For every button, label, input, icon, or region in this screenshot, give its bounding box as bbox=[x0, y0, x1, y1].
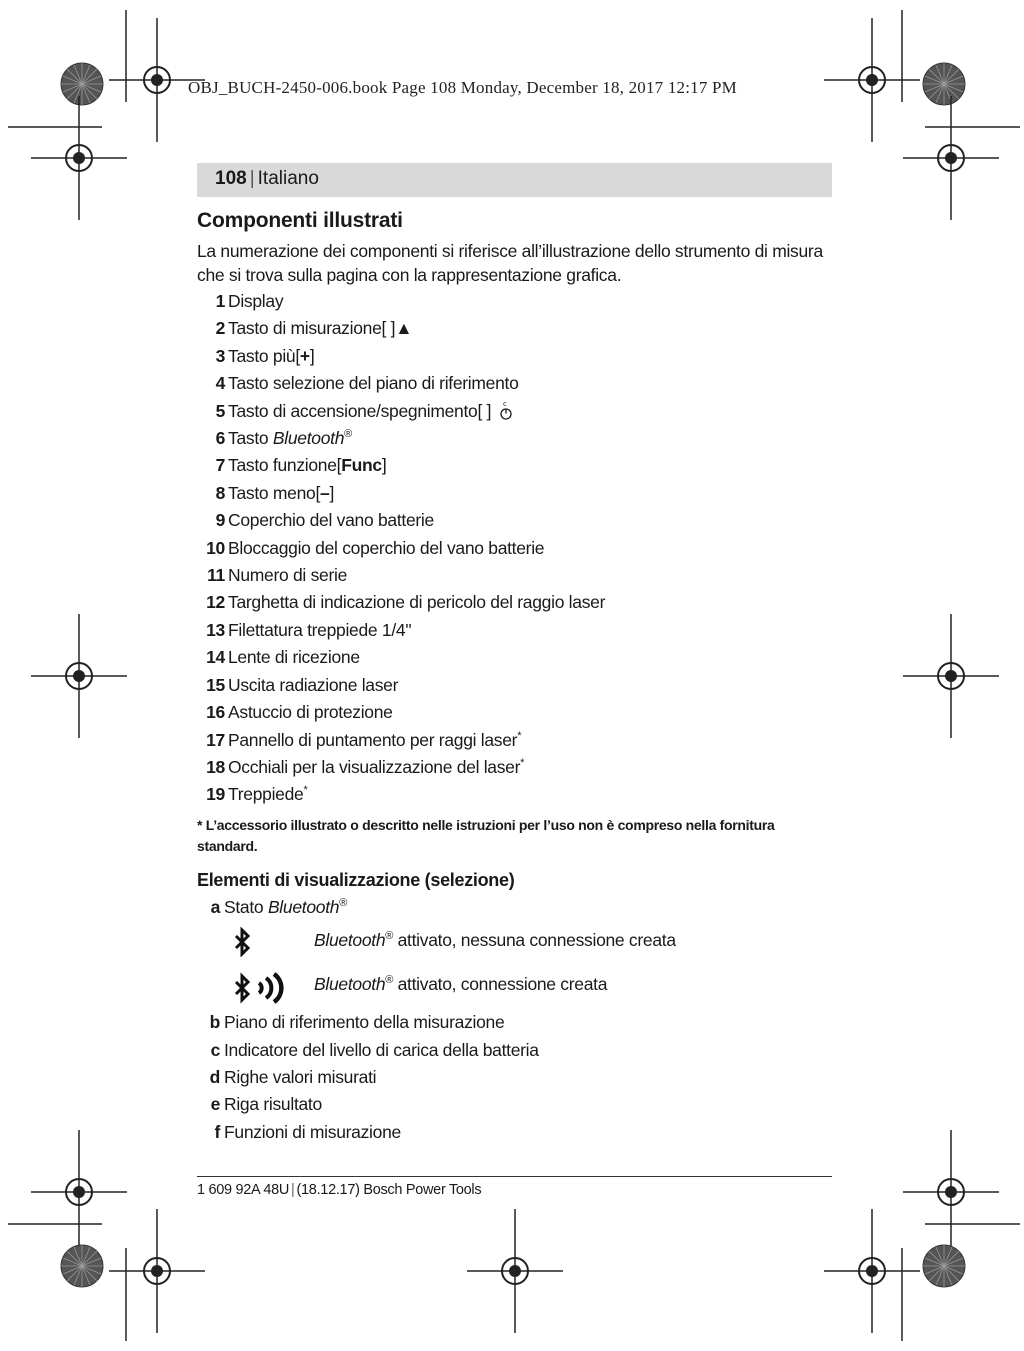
footer-publisher: (18.12.17) Bosch Power Tools bbox=[296, 1182, 482, 1198]
bluetooth-connected-status-row: Bluetooth® attivato, connessione creata bbox=[197, 965, 837, 1009]
list-item: 14 Lente di ricezione bbox=[206, 647, 360, 668]
footer-divider bbox=[197, 1176, 832, 1177]
section-title-components: Componenti illustrati bbox=[197, 209, 403, 232]
section-intro: La numerazione dei componenti si riferisce all’illustrazione dello strumento di misura che si trova sulla pagina con la rappresentazione grafica. bbox=[197, 241, 823, 285]
list-item: 9 Coperchio del vano batterie bbox=[215, 510, 434, 531]
bluetooth-icon bbox=[231, 927, 255, 957]
section-title-display-elements: Elementi di visualizzazione (selezione) bbox=[197, 869, 515, 890]
list-item: 15 Uscita radiazione laser bbox=[206, 674, 399, 695]
print-run-header: OBJ_BUCH-2450-006.book Page 108 Monday, December 18, 2017 12:17 PM bbox=[188, 78, 737, 97]
list-item: 18 Occhiali per la visualizzazione del laser* bbox=[206, 756, 525, 777]
list-item: 11 Numero di serie bbox=[207, 565, 348, 586]
list-item: 3 Tasto più[+] bbox=[215, 345, 315, 366]
list-item: b Piano di riferimento della misurazione bbox=[209, 1012, 505, 1033]
list-item: d Righe valori misurati bbox=[209, 1066, 377, 1087]
list-item: c Indicatore del livello di carica della batteria bbox=[210, 1039, 539, 1060]
bluetooth-connected-icon bbox=[231, 971, 301, 1005]
list-item: 10 Bloccaggio del coperchio del vano batterie bbox=[206, 537, 545, 558]
power-icon bbox=[498, 399, 514, 421]
list-item: a Stato Bluetooth® bbox=[210, 896, 347, 917]
triangle-up-icon: ▲ bbox=[395, 318, 413, 339]
svg-text:c: c bbox=[502, 399, 507, 408]
list-item: 7 Tasto funzione[Func] bbox=[215, 455, 387, 476]
list-item: 17 Pannello di puntamento per raggi laser* bbox=[206, 729, 522, 750]
footer-code: 1 609 92A 48U bbox=[197, 1182, 290, 1198]
list-item: 4 Tasto selezione del piano di riferimento bbox=[215, 373, 519, 394]
page-header-bar bbox=[197, 163, 832, 197]
list-item: f Funzioni di misurazione bbox=[214, 1121, 401, 1142]
accessory-footnote: * L’accessorio illustrato o descritto nelle istruzioni per l’uso non è compreso nella fornitura standard. bbox=[197, 816, 775, 854]
list-item: 16 Astuccio di protezione bbox=[206, 702, 393, 723]
list-item: 12 Targhetta di indicazione di pericolo del raggio laser bbox=[206, 592, 606, 613]
bluetooth-status-row: Bluetooth® attivato, nessuna connessione creata bbox=[197, 921, 837, 965]
list-item: e Riga risultato bbox=[210, 1094, 322, 1115]
list-item: 6 Tasto Bluetooth® bbox=[215, 428, 352, 449]
list-item: 13 Filettatura treppiede 1/4" bbox=[206, 619, 412, 640]
list-item: 8 Tasto meno[–] bbox=[215, 482, 335, 503]
list-item: 1 Display bbox=[215, 291, 284, 311]
header-language: Italiano bbox=[257, 168, 319, 189]
header-separator: | bbox=[249, 168, 255, 189]
list-item: 19 Treppiede* bbox=[206, 784, 308, 805]
page-number: 108 bbox=[215, 168, 247, 189]
list-item: 5 Tasto di accensione/spegnimento[ ] c bbox=[197, 398, 837, 425]
list-item: 2 Tasto di misurazione[ ]▲ bbox=[215, 318, 413, 339]
footer-separator: | bbox=[291, 1182, 295, 1198]
components-list bbox=[197, 288, 837, 809]
page-footer bbox=[197, 1182, 481, 1198]
page-content bbox=[197, 206, 837, 1146]
